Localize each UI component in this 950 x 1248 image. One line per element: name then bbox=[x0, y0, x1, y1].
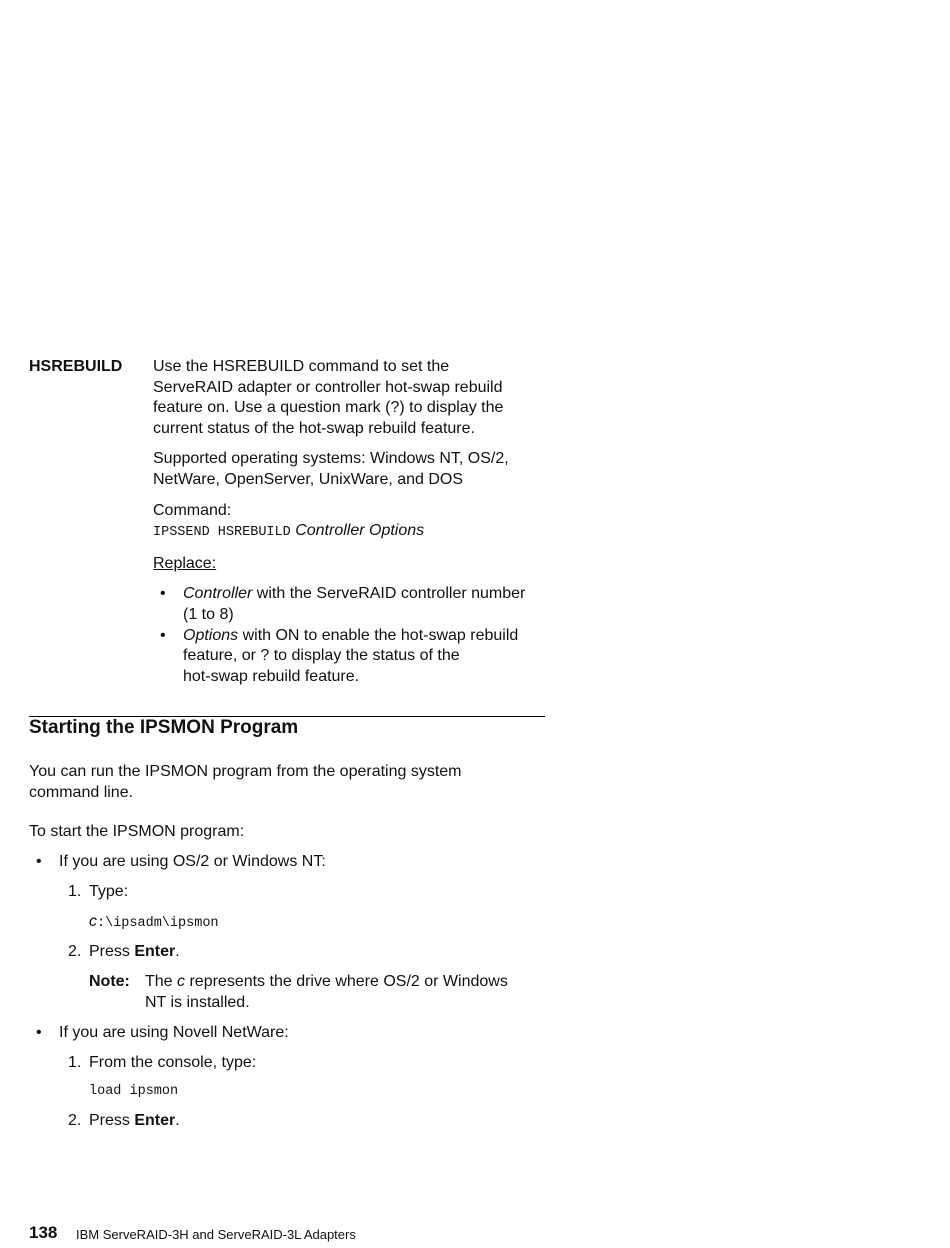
os2-step1-text: Type: bbox=[89, 883, 129, 900]
note-label: Note: bbox=[89, 973, 130, 990]
os2-bullet-text: If you are using OS/2 or Windows NT: bbox=[59, 853, 326, 870]
footer-title: IBM ServeRAID-3H and ServeRAID-3L Adapters bbox=[76, 1227, 356, 1242]
command-code: IPSSEND HSREBUILD bbox=[153, 525, 291, 541]
os2-step1-number: 1. bbox=[68, 883, 82, 900]
definition-body bbox=[153, 357, 548, 687]
os2-step2-number: 2. bbox=[68, 943, 82, 960]
page-number: 138 bbox=[29, 1223, 58, 1242]
note-text: The c represents the drive where OS/2 or Windows NT is installed. bbox=[145, 973, 508, 1011]
replace-list bbox=[153, 584, 548, 687]
supported-os: Supported operating systems: Windows NT, OS/2, NetWare, OpenServer, UnixWare, and DOS bbox=[153, 450, 509, 488]
definition-term: HSREBUILD bbox=[29, 358, 123, 375]
netware-step2-number: 2. bbox=[68, 1112, 82, 1129]
os2-step2-text: Press Enter. bbox=[89, 943, 180, 960]
netware-bullet-text: If you are using Novell NetWare: bbox=[59, 1024, 289, 1041]
list-item: • Options with ON to enable the hot-swap rebuild feature, or ? to display the status of the hot-swap rebuild feature. bbox=[153, 626, 548, 688]
command-params: Controller Options bbox=[295, 522, 425, 540]
os2-code: c:\ipsadm\ipsmon bbox=[89, 913, 219, 931]
start-label: To start the IPSMON program: bbox=[29, 823, 245, 840]
definition-description: Use the HSREBUILD command to set the ServeRAID adapter or controller hot-swap rebuild feature on. Use a question mark (?) to display the current status of the hot-swap rebuild feature. bbox=[153, 358, 504, 437]
command-block bbox=[153, 501, 548, 544]
bullet-icon: • bbox=[36, 1024, 42, 1041]
bullet-icon: • bbox=[36, 853, 42, 870]
command-label: Command: bbox=[153, 501, 232, 519]
section-intro: You can run the IPSMON program from the operating system command line. bbox=[29, 763, 462, 801]
netware-step1-number: 1. bbox=[68, 1054, 82, 1071]
section-heading: Starting the IPSMON Program bbox=[29, 717, 299, 738]
netware-step1-text: From the console, type: bbox=[89, 1054, 257, 1071]
netware-code: load ipsmon bbox=[89, 1084, 179, 1099]
replace-label: Replace: bbox=[153, 554, 217, 572]
list-item: • Controller with the ServeRAID controller number (1 to 8) bbox=[153, 584, 548, 625]
netware-step2-text: Press Enter. bbox=[89, 1112, 180, 1129]
